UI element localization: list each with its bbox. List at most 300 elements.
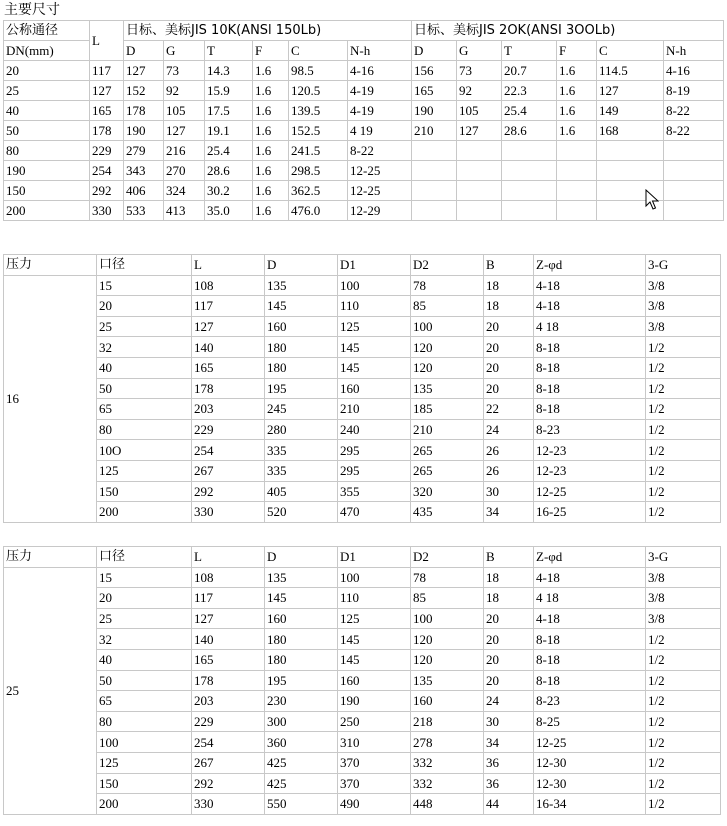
data-cell: 20	[97, 588, 192, 609]
data-cell: 435	[411, 502, 484, 523]
data-cell: 295	[338, 460, 411, 481]
nominal-size-header: 公称通径	[4, 21, 90, 41]
table-row	[4, 419, 721, 440]
data-cell: 18	[484, 588, 534, 609]
jis10k-cell: 30.2	[205, 181, 253, 201]
data-cell: 8-18	[534, 670, 646, 691]
jis10k-cell: 270	[164, 161, 205, 181]
jis10k-cell: 17.5	[205, 101, 253, 121]
jis10k-cell: 1.6	[253, 141, 289, 161]
data-cell: 292	[192, 773, 265, 794]
jis20k-cell: 127	[457, 121, 502, 141]
data-cell: 85	[411, 588, 484, 609]
data-cell: 195	[265, 378, 338, 399]
jis10k-cell: 476.0	[289, 201, 348, 221]
dn-cell: 50	[4, 121, 90, 141]
length-cell: 165	[90, 101, 124, 121]
column-header: Z-φd	[534, 255, 646, 276]
dn-header: DN(mm)	[4, 41, 90, 61]
data-cell: 140	[192, 629, 265, 650]
data-cell: 100	[411, 608, 484, 629]
data-cell: 250	[338, 711, 411, 732]
data-cell: 160	[265, 316, 338, 337]
jis20k-cell	[412, 181, 457, 201]
data-cell: 330	[192, 794, 265, 815]
jis10k-col-header: G	[164, 41, 205, 61]
data-cell: 320	[411, 481, 484, 502]
jis10k-cell: 4-19	[348, 81, 412, 101]
data-cell: 16-25	[534, 502, 646, 523]
table-row	[4, 357, 721, 378]
column-header: D2	[411, 255, 484, 276]
data-cell: 125	[338, 608, 411, 629]
jis20k-cell: 1.6	[557, 81, 597, 101]
jis10k-cell: 98.5	[289, 61, 348, 81]
data-cell: 30	[484, 481, 534, 502]
data-cell: 20	[484, 337, 534, 358]
length-cell: 117	[90, 61, 124, 81]
jis20k-cell: 28.6	[502, 121, 557, 141]
data-cell: 1/2	[646, 732, 721, 753]
data-cell: 32	[97, 337, 192, 358]
jis20k-cell	[502, 161, 557, 181]
data-cell: 4 18	[534, 588, 646, 609]
data-cell: 332	[411, 752, 484, 773]
jis10k-cell: 4-19	[348, 101, 412, 121]
table-row	[4, 141, 724, 161]
data-cell: 195	[265, 670, 338, 691]
data-cell: 150	[97, 481, 192, 502]
data-cell: 22	[484, 399, 534, 420]
data-cell: 125	[97, 460, 192, 481]
jis20k-group-header: 日标、美标JIS 2OK(ANSI 3OOLb)	[412, 21, 724, 41]
table-row	[4, 649, 721, 670]
dn-cell: 25	[4, 81, 90, 101]
data-cell: 20	[484, 378, 534, 399]
data-cell: 355	[338, 481, 411, 502]
jis10k-cell: 14.3	[205, 61, 253, 81]
jis10k-cell: 1.6	[253, 201, 289, 221]
data-cell: 1/2	[646, 481, 721, 502]
data-cell: 245	[265, 399, 338, 420]
jis20k-cell	[502, 141, 557, 161]
data-cell: 135	[411, 670, 484, 691]
data-cell: 100	[338, 567, 411, 588]
data-cell: 65	[97, 691, 192, 712]
data-cell: 203	[192, 691, 265, 712]
jis20k-cell	[502, 181, 557, 201]
data-cell: 8-18	[534, 399, 646, 420]
data-cell: 78	[411, 275, 484, 296]
pressure-cell: 25	[4, 567, 97, 814]
jis10k-cell: 127	[124, 61, 164, 81]
table-row	[4, 711, 721, 732]
data-cell: 117	[192, 296, 265, 317]
jis20k-cell: 127	[597, 81, 664, 101]
jis20k-cell: 1.6	[557, 61, 597, 81]
data-cell: 100	[338, 275, 411, 296]
jis10k-cell: 4-16	[348, 61, 412, 81]
data-cell: 135	[265, 275, 338, 296]
data-cell: 120	[411, 649, 484, 670]
jis20k-cell	[557, 161, 597, 181]
data-cell: 490	[338, 794, 411, 815]
data-cell: 140	[192, 337, 265, 358]
data-cell: 20	[484, 629, 534, 650]
column-header: Z-φd	[534, 547, 646, 568]
jis20k-cell: 210	[412, 121, 457, 141]
data-cell: 85	[411, 296, 484, 317]
jis10k-cell: 1.6	[253, 81, 289, 101]
data-cell: 8-18	[534, 337, 646, 358]
table-row	[4, 275, 721, 296]
data-cell: 18	[484, 296, 534, 317]
table-row	[4, 567, 721, 588]
jis20k-cell	[557, 141, 597, 161]
column-header: B	[484, 547, 534, 568]
table-row	[4, 588, 721, 609]
jis10k-cell: 1.6	[253, 181, 289, 201]
table-row	[4, 481, 721, 502]
data-cell: 145	[265, 588, 338, 609]
data-cell: 240	[338, 419, 411, 440]
jis20k-cell	[457, 161, 502, 181]
data-cell: 3/8	[646, 567, 721, 588]
data-cell: 165	[192, 649, 265, 670]
column-header: L	[192, 255, 265, 276]
jis20k-cell	[664, 141, 724, 161]
data-cell: 180	[265, 649, 338, 670]
table-row	[4, 752, 721, 773]
data-cell: 8-18	[534, 629, 646, 650]
length-cell: 229	[90, 141, 124, 161]
table-row	[4, 81, 724, 101]
data-cell: 370	[338, 752, 411, 773]
data-cell: 50	[97, 670, 192, 691]
data-cell: 370	[338, 773, 411, 794]
data-cell: 200	[97, 502, 192, 523]
data-cell: 1/2	[646, 670, 721, 691]
table-row	[4, 732, 721, 753]
jis20k-cell	[412, 141, 457, 161]
table-row	[4, 201, 724, 221]
data-cell: 110	[338, 588, 411, 609]
data-cell: 12-30	[534, 773, 646, 794]
data-cell: 18	[484, 567, 534, 588]
jis20k-cell: 8-19	[664, 81, 724, 101]
data-cell: 125	[97, 752, 192, 773]
jis20k-col-header: C	[597, 41, 664, 61]
table-row	[4, 378, 721, 399]
jis20k-cell: 190	[412, 101, 457, 121]
column-header: D2	[411, 547, 484, 568]
column-header: 3-G	[646, 547, 721, 568]
jis20k-col-header: F	[557, 41, 597, 61]
table-row	[4, 794, 721, 815]
jis10k-cell: 1.6	[253, 161, 289, 181]
jis20k-cell: 149	[597, 101, 664, 121]
jis10k-cell: 1.6	[253, 61, 289, 81]
jis10k-cell: 139.5	[289, 101, 348, 121]
data-cell: 267	[192, 752, 265, 773]
jis10k-cell: 343	[124, 161, 164, 181]
jis20k-cell: 165	[412, 81, 457, 101]
data-cell: 203	[192, 399, 265, 420]
data-cell: 4 18	[534, 316, 646, 337]
data-cell: 120	[411, 357, 484, 378]
data-cell: 40	[97, 357, 192, 378]
data-cell: 520	[265, 502, 338, 523]
data-cell: 145	[265, 296, 338, 317]
table-row	[4, 691, 721, 712]
jis10k-cell: 324	[164, 181, 205, 201]
jis20k-cell	[597, 141, 664, 161]
table-row	[4, 101, 724, 121]
page-title: 主要尺寸	[4, 2, 60, 18]
data-cell: 127	[192, 608, 265, 629]
data-cell: 125	[338, 316, 411, 337]
data-cell: 218	[411, 711, 484, 732]
data-cell: 80	[97, 419, 192, 440]
data-cell: 20	[484, 316, 534, 337]
data-cell: 265	[411, 440, 484, 461]
jis10k-cell: 362.5	[289, 181, 348, 201]
data-cell: 292	[192, 481, 265, 502]
jis10k-cell: 1.6	[253, 121, 289, 141]
length-cell: 127	[90, 81, 124, 101]
column-header: L	[192, 547, 265, 568]
data-cell: 4-18	[534, 275, 646, 296]
jis10k-cell: 15.9	[205, 81, 253, 101]
mouse-pointer-icon	[645, 189, 659, 211]
data-cell: 180	[265, 629, 338, 650]
data-cell: 100	[97, 732, 192, 753]
dimension-table	[3, 20, 724, 221]
jis20k-cell	[502, 201, 557, 221]
jis10k-cell: 12-25	[348, 161, 412, 181]
data-cell: 34	[484, 502, 534, 523]
data-cell: 20	[484, 649, 534, 670]
data-cell: 160	[338, 378, 411, 399]
jis10k-cell: 127	[164, 121, 205, 141]
data-cell: 1/2	[646, 794, 721, 815]
column-header: B	[484, 255, 534, 276]
data-cell: 30	[484, 711, 534, 732]
data-cell: 210	[338, 399, 411, 420]
data-cell: 229	[192, 419, 265, 440]
length-cell: 330	[90, 201, 124, 221]
dn-cell: 80	[4, 141, 90, 161]
data-cell: 200	[97, 794, 192, 815]
data-cell: 210	[411, 419, 484, 440]
data-cell: 26	[484, 440, 534, 461]
data-cell: 26	[484, 460, 534, 481]
data-cell: 1/2	[646, 357, 721, 378]
jis20k-cell	[664, 161, 724, 181]
data-cell: 405	[265, 481, 338, 502]
data-cell: 310	[338, 732, 411, 753]
data-cell: 3/8	[646, 316, 721, 337]
dn-cell: 150	[4, 181, 90, 201]
table-row	[4, 337, 721, 358]
data-cell: 12-23	[534, 440, 646, 461]
table-row	[4, 502, 721, 523]
data-cell: 135	[265, 567, 338, 588]
data-cell: 8-23	[534, 419, 646, 440]
jis20k-cell: 156	[412, 61, 457, 81]
data-cell: 32	[97, 629, 192, 650]
table-row	[4, 460, 721, 481]
jis20k-cell	[412, 201, 457, 221]
jis20k-cell	[457, 201, 502, 221]
data-cell: 160	[411, 691, 484, 712]
table-row	[4, 670, 721, 691]
data-cell: 65	[97, 399, 192, 420]
jis10k-cell: 216	[164, 141, 205, 161]
data-cell: 20	[484, 357, 534, 378]
jis10k-cell: 4 19	[348, 121, 412, 141]
data-cell: 178	[192, 670, 265, 691]
data-cell: 20	[484, 608, 534, 629]
jis10k-cell: 35.0	[205, 201, 253, 221]
jis10k-cell: 190	[124, 121, 164, 141]
jis20k-cell: 168	[597, 121, 664, 141]
jis20k-cell: 22.3	[502, 81, 557, 101]
data-cell: 335	[265, 460, 338, 481]
data-cell: 1/2	[646, 460, 721, 481]
jis10k-col-header: F	[253, 41, 289, 61]
data-cell: 178	[192, 378, 265, 399]
data-cell: 230	[265, 691, 338, 712]
data-cell: 190	[338, 691, 411, 712]
table-row	[4, 296, 721, 317]
data-cell: 20	[97, 296, 192, 317]
data-cell: 160	[265, 608, 338, 629]
data-cell: 24	[484, 419, 534, 440]
data-cell: 1/2	[646, 399, 721, 420]
jis10k-col-header: N-h	[348, 41, 412, 61]
data-cell: 110	[338, 296, 411, 317]
column-header: D	[265, 255, 338, 276]
data-cell: 1/2	[646, 419, 721, 440]
column-header: D1	[338, 255, 411, 276]
column-header: 压力	[4, 547, 97, 568]
jis10k-cell: 413	[164, 201, 205, 221]
column-header: 3-G	[646, 255, 721, 276]
data-cell: 145	[338, 649, 411, 670]
table-row	[4, 629, 721, 650]
data-cell: 425	[265, 752, 338, 773]
data-cell: 185	[411, 399, 484, 420]
table-row	[4, 181, 724, 201]
data-cell: 8-18	[534, 378, 646, 399]
data-cell: 44	[484, 794, 534, 815]
table-row	[4, 316, 721, 337]
data-cell: 25	[97, 608, 192, 629]
column-header: D	[265, 547, 338, 568]
jis10k-cell: 28.6	[205, 161, 253, 181]
jis10k-cell: 152	[124, 81, 164, 101]
data-cell: 332	[411, 773, 484, 794]
data-cell: 145	[338, 337, 411, 358]
data-cell: 265	[411, 460, 484, 481]
data-cell: 24	[484, 691, 534, 712]
jis10k-cell: 298.5	[289, 161, 348, 181]
jis20k-cell	[557, 181, 597, 201]
length-cell: 254	[90, 161, 124, 181]
data-cell: 3/8	[646, 588, 721, 609]
data-cell: 3/8	[646, 296, 721, 317]
jis10k-col-header: C	[289, 41, 348, 61]
data-cell: 36	[484, 773, 534, 794]
jis20k-cell	[412, 161, 457, 181]
data-cell: 40	[97, 649, 192, 670]
data-cell: 300	[265, 711, 338, 732]
data-cell: 1/2	[646, 752, 721, 773]
column-header: 口径	[97, 255, 192, 276]
data-cell: 180	[265, 337, 338, 358]
data-cell: 3/8	[646, 275, 721, 296]
jis10k-group-header: 日标、美标JIS 10K(ANSl 150Lb)	[124, 21, 412, 41]
data-cell: 18	[484, 275, 534, 296]
jis20k-cell: 8-22	[664, 121, 724, 141]
table-row	[4, 121, 724, 141]
jis10k-cell: 19.1	[205, 121, 253, 141]
jis10k-cell: 92	[164, 81, 205, 101]
data-cell: 108	[192, 567, 265, 588]
data-cell: 1/2	[646, 629, 721, 650]
data-cell: 267	[192, 460, 265, 481]
jis10k-cell: 406	[124, 181, 164, 201]
data-cell: 12-23	[534, 460, 646, 481]
table-row	[4, 399, 721, 420]
data-cell: 145	[338, 357, 411, 378]
data-cell: 16-34	[534, 794, 646, 815]
column-header: 口径	[97, 547, 192, 568]
jis20k-cell	[457, 141, 502, 161]
jis10k-cell: 8-22	[348, 141, 412, 161]
data-cell: 12-30	[534, 752, 646, 773]
data-cell: 12-25	[534, 481, 646, 502]
data-cell: 1/2	[646, 711, 721, 732]
data-cell: 50	[97, 378, 192, 399]
jis20k-cell: 1.6	[557, 101, 597, 121]
data-cell: 12-25	[534, 732, 646, 753]
data-cell: 448	[411, 794, 484, 815]
data-cell: 8-18	[534, 649, 646, 670]
table-row	[4, 773, 721, 794]
data-cell: 20	[484, 670, 534, 691]
jis20k-cell: 114.5	[597, 61, 664, 81]
jis20k-cell: 25.4	[502, 101, 557, 121]
data-cell: 4-18	[534, 567, 646, 588]
header-row	[4, 255, 721, 276]
dn-cell: 40	[4, 101, 90, 121]
data-cell: 165	[192, 357, 265, 378]
jis10k-cell: 178	[124, 101, 164, 121]
data-cell: 1/2	[646, 378, 721, 399]
jis20k-cell: 8-22	[664, 101, 724, 121]
dn-cell: 20	[4, 61, 90, 81]
data-cell: 15	[97, 275, 192, 296]
data-cell: 8-18	[534, 357, 646, 378]
jis20k-cell: 92	[457, 81, 502, 101]
jis20k-cell: 20.7	[502, 61, 557, 81]
jis10k-cell: 105	[164, 101, 205, 121]
jis10k-cell: 152.5	[289, 121, 348, 141]
data-cell: 145	[338, 629, 411, 650]
table-row	[4, 161, 724, 181]
